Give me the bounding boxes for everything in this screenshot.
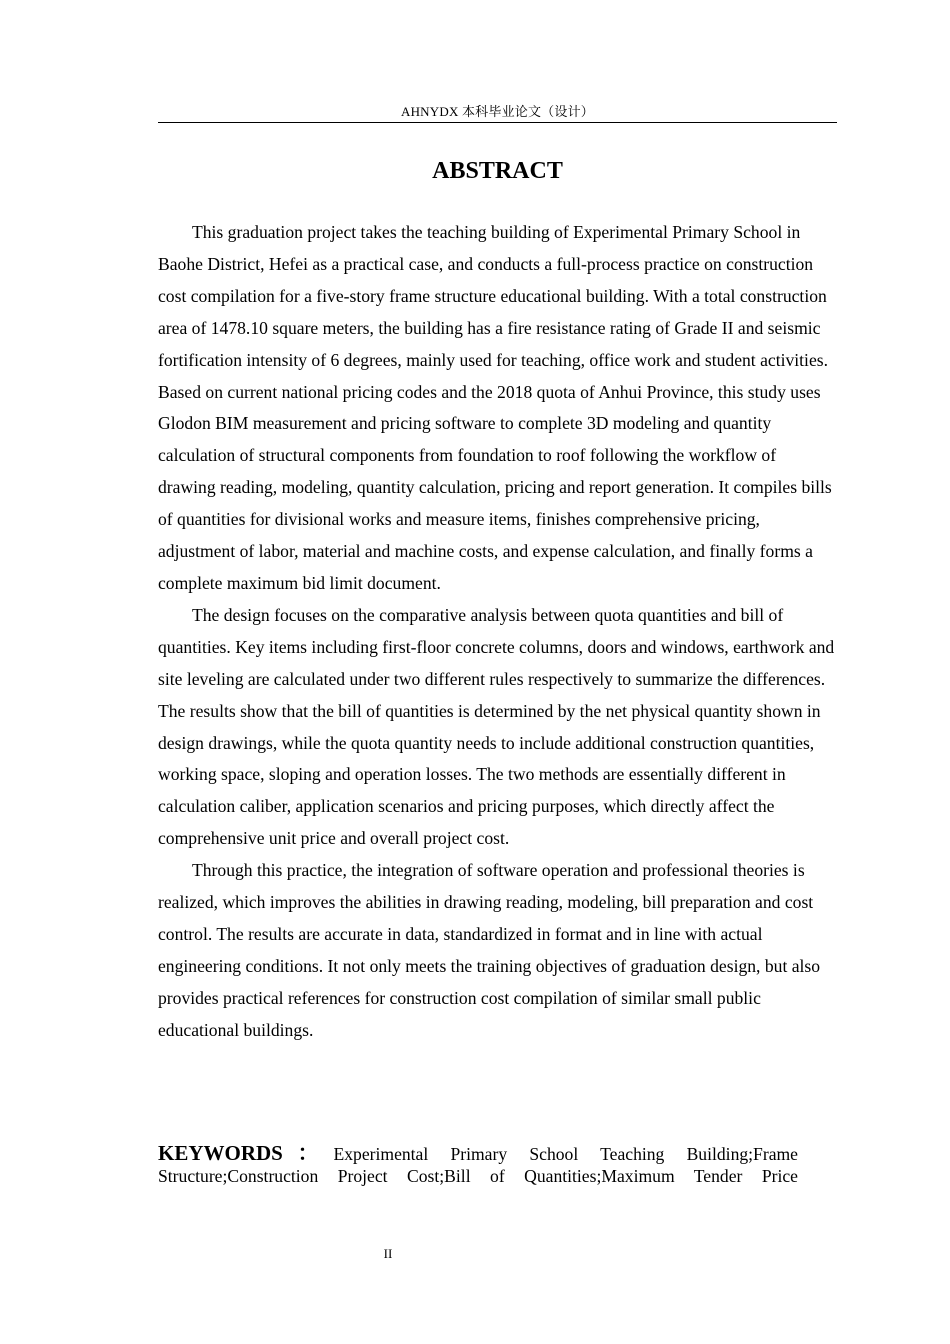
abstract-title: ABSTRACT <box>432 158 563 184</box>
running-header: AHNYDX 本科毕业论文（设计） <box>401 104 594 119</box>
keywords-block <box>158 1142 798 1188</box>
abstract-paragraph-2: The design focuses on the comparative analysis between quota quantities and bill of quantities. Key items including first-floor concrete columns, doors and windows, earthwork and site leveling are calculated under two different rules respectively to summarize the differences. The results show that the bill of quantities is determined by the net physical quantity shown in design drawings, while the quota quantity needs to include additional construction quantities, working space, sloping and operation losses. The two methods are essentially different in calculation caliber, application scenarios and pricing purposes, which directly affect the comprehensive unit price and overall project cost. <box>158 604 835 849</box>
keywords-label: KEYWORDS： <box>158 1141 334 1165</box>
header-rule <box>158 122 837 123</box>
keywords-text: Experimental Primary School Teaching Building;Frame Structure;Construction Project Cost;Bill of Quantities;Maximum Tender Price <box>158 1144 798 1187</box>
abstract-body <box>158 217 838 1047</box>
page-number: II <box>383 1246 393 1261</box>
abstract-paragraph-1: This graduation project takes the teaching building of Experimental Primary School in Baohe District, Hefei as a practical case, and conducts a full-process practice on construction cost compilation for a five-story frame structure educational building. With a total construction area of 1478.10 square meters, the building has a fire resistance rating of Grade II and seismic fortification intensity of 6 degrees, mainly used for teaching, office work and student activities. Based on current national pricing codes and the 2018 quota of Anhui Province, this study uses Glodon BIM measurement and pricing software to complete 3D modeling and quantity calculation of structural components from foundation to roof following the workflow of drawing reading, modeling, quantity calculation, pricing and report generation. It compiles bills of quantities for divisional works and measure items, finishes comprehensive pricing, adjustment of labor, material and machine costs, and expense calculation, and finally forms a complete maximum bid limit document. <box>158 222 832 593</box>
abstract-paragraph-3: Through this practice, the integration of software operation and professional theories is realized, which improves the abilities in drawing reading, modeling, bill preparation and cost control. The results are accurate in data, standardized in format and in line with actual engineering conditions. It not only meets the training objectives of graduation design, but also provides practical references for construction cost compilation of similar small public educational buildings. <box>158 860 821 1040</box>
